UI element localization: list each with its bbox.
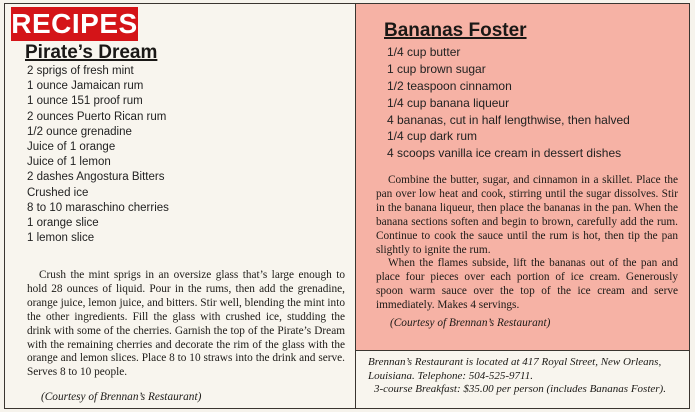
ingredient-item: 4 bananas, cut in half lengthwise, then halved: [387, 112, 630, 127]
ingredient-item: 1/2 teaspoon cinnamon: [387, 78, 512, 93]
ingredient-item: 8 to 10 maraschino cherries: [27, 201, 169, 214]
ingredient-item: 1 ounce Jamaican rum: [27, 80, 144, 93]
ingredient-item: 1 cup brown sugar: [387, 61, 486, 76]
recipes-banner: RECIPES: [11, 8, 138, 39]
pirates-dream-panel: [5, 4, 356, 408]
ingredient-item: 1 orange slice: [27, 216, 99, 229]
ingredient-item: Juice of 1 orange: [27, 140, 116, 153]
ingredient-item: 1/4 cup dark rum: [387, 129, 478, 144]
pirates-dream-credit: (Courtesy of Brennan’s Restaurant): [41, 391, 202, 403]
pirates-dream-directions: [27, 269, 345, 380]
directions-paragraph: Crush the mint sprigs in an oversize glass that’s large enough to hold 28 ounces of liquid. Pour in the rums, then add the grenadine, orange juice, lemon juice, and bitters. Stir well, blending the mint into the other ingredients. Fill the glass with crushed ice, studding the drink with some of the cherries. Garnish the top of the Pirate’s Dream with the remaining cherries and decorate the rim of the glass with the orange and lemon slices. Place 8 to 10 straws into the drink and serve. Serves 8 to 10 people.: [27, 269, 345, 379]
ingredient-item: 1/2 ounce grenadine: [27, 125, 132, 138]
restaurant-info: [356, 351, 689, 408]
bananas-foster-panel: [356, 4, 689, 351]
ingredient-item: 1/4 cup banana liqueur: [387, 95, 510, 110]
ingredient-item: 1 ounce 151 proof rum: [27, 95, 143, 108]
ingredient-item: 1/4 cup butter: [387, 45, 461, 59]
ingredient-item: 2 ounces Puerto Rican rum: [27, 110, 167, 123]
bananas-foster-title: Bananas Foster: [384, 20, 527, 41]
restaurant-address: Brennan’s Restaurant is located at 417 Royal Street, New Orleans, Louisiana. Telephone: 504-525-9711.: [368, 356, 662, 382]
recipe-card: [4, 3, 690, 409]
ingredient-item: 4 scoops vanilla ice cream in dessert dishes: [387, 146, 622, 161]
ingredient-item: 2 sprigs of fresh mint: [27, 65, 134, 77]
directions-paragraph: Combine the butter, sugar, and cinnamon in a skillet. Place the pan over low heat and cook, stirring until the sugar dissolves. Stir in the banana liqueur, then place the bananas in the pan. When the banana sections soften and begin to brown, carefully add the rum. Continue to cook the sauce until the rum is hot, then tip the pan slightly to ignite the rum.: [376, 174, 678, 256]
ingredient-item: Juice of 1 lemon: [27, 156, 111, 169]
bananas-foster-credit: (Courtesy of Brennan’s Restaurant): [390, 317, 551, 329]
pirates-dream-title: Pirate’s Dream: [25, 42, 158, 63]
bananas-foster-directions: [376, 174, 678, 313]
ingredient-item: 1 lemon slice: [27, 232, 95, 245]
pirates-dream-ingredients: [27, 64, 169, 246]
ingredient-item: Crushed ice: [27, 186, 89, 199]
ingredient-item: 2 dashes Angostura Bitters: [27, 171, 165, 184]
restaurant-price: 3-course Breakfast: $35.00 per person (includes Bananas Foster).: [374, 383, 666, 395]
directions-paragraph: When the flames subside, lift the bananas out of the pan and place four pieces over each portion of ice cream. Generously spoon warm sauce over the top of the ice cream and serve immediately. Makes 4 servings.: [376, 257, 678, 312]
bananas-foster-ingredients: [387, 44, 630, 162]
restaurant-note: [368, 356, 686, 397]
